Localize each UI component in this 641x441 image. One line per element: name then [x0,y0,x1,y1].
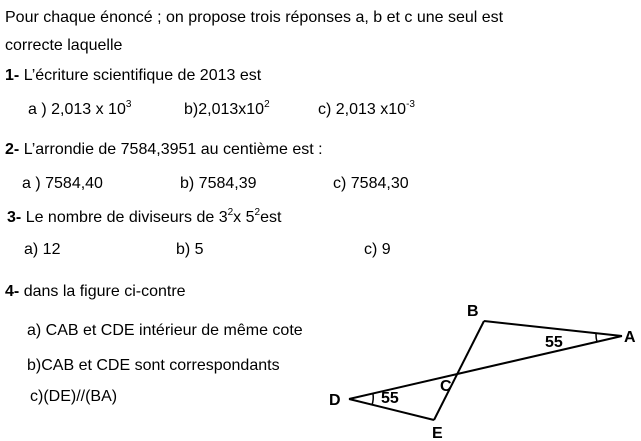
question-text: L’écriture scientifique de 2013 est [23,67,262,84]
question-number: 2- [5,141,20,158]
q3-answer-c: c) 9 [364,241,391,258]
question-text: dans la figure ci-contre [23,283,186,300]
q1-answer-a: a ) 2,013 x $10^3$ [28,99,132,118]
question-text: L’arrondie de 7584,3951 au centième est : [23,141,323,158]
angle-arc-D [372,394,373,405]
point-label-E: E [432,425,443,441]
angle-arc-A [596,334,597,342]
q2-answer-a: a ) 7584,40 [22,175,103,192]
point-label-B: B [467,303,479,320]
question-text: Le nombre de diviseurs de $3^2x$ $5^2est$ [25,207,282,226]
q1-answer-b: $b)2,013x10^2$ [184,99,270,118]
q4-answer-c: c)(DE)//(BA) [30,388,118,405]
point-label-C: C [440,378,452,395]
question-number: 3- [7,209,22,226]
q4-answer-b: b)CAB et CDE sont correspondants [27,357,280,374]
q3-answer-a: a) 12 [24,241,61,258]
point-label-A: A [624,329,636,346]
angle-label-A: 55 [545,334,563,351]
q3-answer-b: b) 5 [176,241,204,258]
q2-answer-c: c) 7584,30 [333,175,409,192]
intro-line-1: Pour chaque énoncé ; on propose trois réponses a, b et c une seul est [5,9,504,26]
intro-line-2: correcte laquelle [5,37,123,54]
question-number: 4- [5,283,20,300]
angle-label-D: 55 [381,390,399,407]
q1-answer-c: c) 2,013 $x10^{-3}$ [318,99,415,118]
question-number: 1- [5,67,20,84]
point-label-D: D [329,392,341,409]
q2-answer-b: b) 7584,39 [180,175,257,192]
q4-answer-a: a) CAB et CDE intérieur de même cote [27,322,303,339]
